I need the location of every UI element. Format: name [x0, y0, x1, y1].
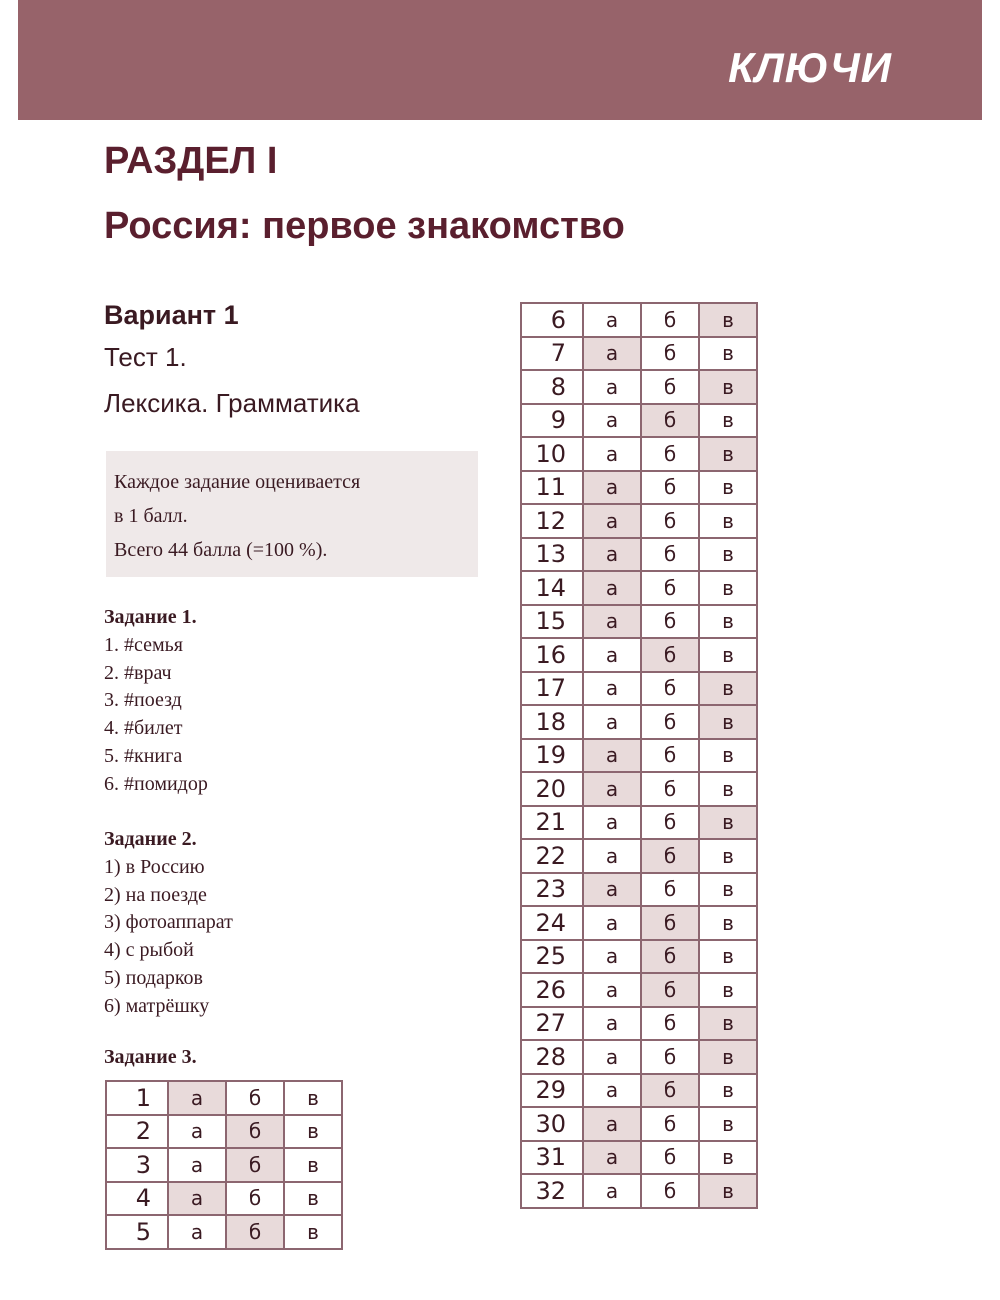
option-cell: а: [583, 672, 641, 706]
correct-option-cell: а: [583, 1141, 641, 1175]
option-cell: а: [583, 1174, 641, 1208]
correct-option-cell: а: [583, 538, 641, 572]
answer-row: [521, 404, 757, 438]
task-title: Задание 2.: [104, 828, 197, 850]
note-line: Всего 44 балла (=100 %).: [114, 539, 328, 561]
question-number: 32: [521, 1174, 583, 1208]
question-number: 26: [521, 973, 583, 1007]
answer-row: [521, 705, 757, 739]
answer-row: [521, 571, 757, 605]
correct-option-cell: б: [641, 940, 699, 974]
option-cell: б: [641, 538, 699, 572]
correct-option-cell: в: [699, 806, 757, 840]
answer-row: [521, 873, 757, 907]
answer-row: [106, 1148, 342, 1182]
option-cell: б: [641, 1174, 699, 1208]
note-line: в 1 балл.: [114, 505, 188, 527]
question-number: 28: [521, 1040, 583, 1074]
test-topic: Лексика. Грамматика: [104, 388, 360, 418]
question-number: 24: [521, 906, 583, 940]
correct-option-cell: а: [583, 873, 641, 907]
option-cell: а: [583, 906, 641, 940]
correct-option-cell: а: [168, 1182, 226, 1216]
answer-table-left: [105, 1080, 343, 1250]
option-cell: б: [641, 1141, 699, 1175]
option-cell: б: [641, 1007, 699, 1041]
correct-option-cell: в: [699, 1040, 757, 1074]
task-item: 4) с рыбой: [104, 939, 194, 962]
correct-option-cell: б: [641, 839, 699, 873]
question-number: 17: [521, 672, 583, 706]
question-number: 7: [521, 337, 583, 371]
option-cell: а: [583, 1007, 641, 1041]
answer-row: [521, 437, 757, 471]
answer-row: [106, 1081, 342, 1115]
question-number: 27: [521, 1007, 583, 1041]
question-number: 18: [521, 705, 583, 739]
test-title: Тест 1.: [104, 342, 187, 372]
correct-option-cell: б: [226, 1215, 284, 1249]
correct-option-cell: б: [641, 906, 699, 940]
question-number: 20: [521, 772, 583, 806]
answer-row: [521, 1107, 757, 1141]
option-cell: в: [699, 1107, 757, 1141]
note-line: Каждое задание оценивается: [114, 471, 361, 493]
option-cell: а: [583, 839, 641, 873]
task-2: [104, 826, 233, 1021]
option-cell: в: [284, 1115, 342, 1149]
header-band: [18, 0, 982, 120]
correct-option-cell: а: [583, 471, 641, 505]
option-cell: а: [583, 973, 641, 1007]
answer-row: [521, 973, 757, 1007]
question-number: 21: [521, 806, 583, 840]
question-number: 2: [106, 1115, 168, 1149]
question-number: 10: [521, 437, 583, 471]
option-cell: б: [641, 705, 699, 739]
option-cell: б: [641, 1040, 699, 1074]
correct-option-cell: в: [699, 705, 757, 739]
option-cell: б: [641, 739, 699, 773]
answer-row: [521, 1074, 757, 1108]
correct-option-cell: а: [583, 605, 641, 639]
correct-option-cell: в: [699, 1174, 757, 1208]
answer-row: [521, 605, 757, 639]
option-cell: б: [641, 437, 699, 471]
correct-option-cell: а: [583, 504, 641, 538]
answer-row: [521, 504, 757, 538]
option-cell: а: [583, 1074, 641, 1108]
option-cell: в: [699, 873, 757, 907]
answer-row: [106, 1115, 342, 1149]
option-cell: а: [168, 1115, 226, 1149]
task-title: Задание 1.: [104, 606, 197, 628]
option-cell: а: [583, 404, 641, 438]
question-number: 30: [521, 1107, 583, 1141]
option-cell: в: [284, 1182, 342, 1216]
question-number: 14: [521, 571, 583, 605]
variant-title: Вариант 1: [104, 300, 239, 330]
option-cell: в: [699, 471, 757, 505]
option-cell: в: [699, 605, 757, 639]
option-cell: в: [699, 973, 757, 1007]
task-3: [104, 1044, 197, 1072]
scoring-note: [106, 451, 478, 577]
option-cell: б: [641, 806, 699, 840]
option-cell: а: [583, 806, 641, 840]
question-number: 4: [106, 1182, 168, 1216]
task-item: 6. #помидор: [104, 772, 208, 795]
answer-row: [521, 940, 757, 974]
option-cell: в: [699, 504, 757, 538]
correct-option-cell: в: [699, 672, 757, 706]
option-cell: в: [699, 839, 757, 873]
question-number: 13: [521, 538, 583, 572]
answer-row: [521, 906, 757, 940]
answer-row: [521, 337, 757, 371]
option-cell: а: [583, 1040, 641, 1074]
option-cell: а: [583, 940, 641, 974]
answer-row: [106, 1182, 342, 1216]
option-cell: а: [583, 638, 641, 672]
option-cell: б: [641, 873, 699, 907]
correct-option-cell: в: [699, 437, 757, 471]
question-number: 22: [521, 839, 583, 873]
option-cell: в: [699, 1141, 757, 1175]
task-item: 2. #врач: [104, 661, 172, 684]
task-item: 3) фотоаппарат: [104, 911, 233, 934]
option-cell: в: [699, 1074, 757, 1108]
option-cell: в: [699, 772, 757, 806]
task-item: 5) подарков: [104, 966, 203, 989]
option-cell: б: [641, 605, 699, 639]
option-cell: в: [284, 1215, 342, 1249]
option-cell: в: [699, 538, 757, 572]
option-cell: в: [284, 1148, 342, 1182]
correct-option-cell: а: [583, 337, 641, 371]
task-item: 3. #поезд: [104, 689, 182, 712]
question-number: 11: [521, 471, 583, 505]
correct-option-cell: а: [168, 1081, 226, 1115]
answer-row: [106, 1215, 342, 1249]
option-cell: б: [226, 1182, 284, 1216]
task-item: 1. #семья: [104, 633, 183, 656]
correct-option-cell: а: [583, 1107, 641, 1141]
correct-option-cell: б: [226, 1115, 284, 1149]
correct-option-cell: б: [641, 1074, 699, 1108]
option-cell: б: [641, 303, 699, 337]
option-cell: б: [641, 571, 699, 605]
option-cell: б: [641, 1107, 699, 1141]
answer-row: [521, 739, 757, 773]
option-cell: а: [583, 705, 641, 739]
option-cell: а: [583, 370, 641, 404]
option-cell: а: [583, 303, 641, 337]
option-cell: в: [699, 940, 757, 974]
question-number: 19: [521, 739, 583, 773]
option-cell: б: [641, 471, 699, 505]
option-cell: в: [699, 638, 757, 672]
question-number: 1: [106, 1081, 168, 1115]
correct-option-cell: а: [583, 739, 641, 773]
answer-table-right: [520, 302, 758, 1209]
question-number: 25: [521, 940, 583, 974]
answer-row: [521, 303, 757, 337]
task-item: 5. #книга: [104, 744, 183, 767]
option-cell: в: [284, 1081, 342, 1115]
option-cell: б: [641, 337, 699, 371]
option-cell: б: [641, 504, 699, 538]
correct-option-cell: б: [641, 973, 699, 1007]
answer-row: [521, 1141, 757, 1175]
correct-option-cell: б: [641, 638, 699, 672]
task-1: [104, 604, 208, 799]
question-number: 15: [521, 605, 583, 639]
correct-option-cell: б: [226, 1148, 284, 1182]
option-cell: в: [699, 337, 757, 371]
answer-row: [521, 471, 757, 505]
answer-row: [521, 538, 757, 572]
answer-row: [521, 1007, 757, 1041]
correct-option-cell: в: [699, 370, 757, 404]
option-cell: а: [583, 437, 641, 471]
correct-option-cell: а: [583, 772, 641, 806]
question-number: 6: [521, 303, 583, 337]
option-cell: а: [168, 1215, 226, 1249]
task-item: 2) на поезде: [104, 883, 207, 906]
answer-row: [521, 772, 757, 806]
correct-option-cell: а: [583, 571, 641, 605]
question-number: 31: [521, 1141, 583, 1175]
question-number: 23: [521, 873, 583, 907]
question-number: 12: [521, 504, 583, 538]
correct-option-cell: в: [699, 1007, 757, 1041]
question-number: 9: [521, 404, 583, 438]
option-cell: б: [641, 672, 699, 706]
option-cell: в: [699, 739, 757, 773]
answer-row: [521, 1040, 757, 1074]
answer-row: [521, 638, 757, 672]
question-number: 5: [106, 1215, 168, 1249]
correct-option-cell: б: [641, 404, 699, 438]
answer-row: [521, 672, 757, 706]
option-cell: б: [226, 1081, 284, 1115]
option-cell: в: [699, 404, 757, 438]
section-subtitle: Россия: первое знакомство: [104, 205, 625, 247]
answer-row: [521, 839, 757, 873]
option-cell: в: [699, 906, 757, 940]
question-number: 3: [106, 1148, 168, 1182]
answer-row: [521, 806, 757, 840]
question-number: 29: [521, 1074, 583, 1108]
correct-option-cell: в: [699, 303, 757, 337]
task-item: 4. #билет: [104, 717, 183, 740]
question-number: 16: [521, 638, 583, 672]
section-title: РАЗДЕЛ I: [104, 140, 278, 182]
header-title: КЛЮЧИ: [728, 44, 892, 91]
option-cell: б: [641, 772, 699, 806]
option-cell: а: [168, 1148, 226, 1182]
answer-row: [521, 370, 757, 404]
task-item: 6) матрёшку: [104, 994, 210, 1017]
answer-row: [521, 1174, 757, 1208]
option-cell: в: [699, 571, 757, 605]
question-number: 8: [521, 370, 583, 404]
option-cell: б: [641, 370, 699, 404]
task-item: 1) в Россию: [104, 855, 205, 878]
task-title: Задание 3.: [104, 1046, 197, 1068]
